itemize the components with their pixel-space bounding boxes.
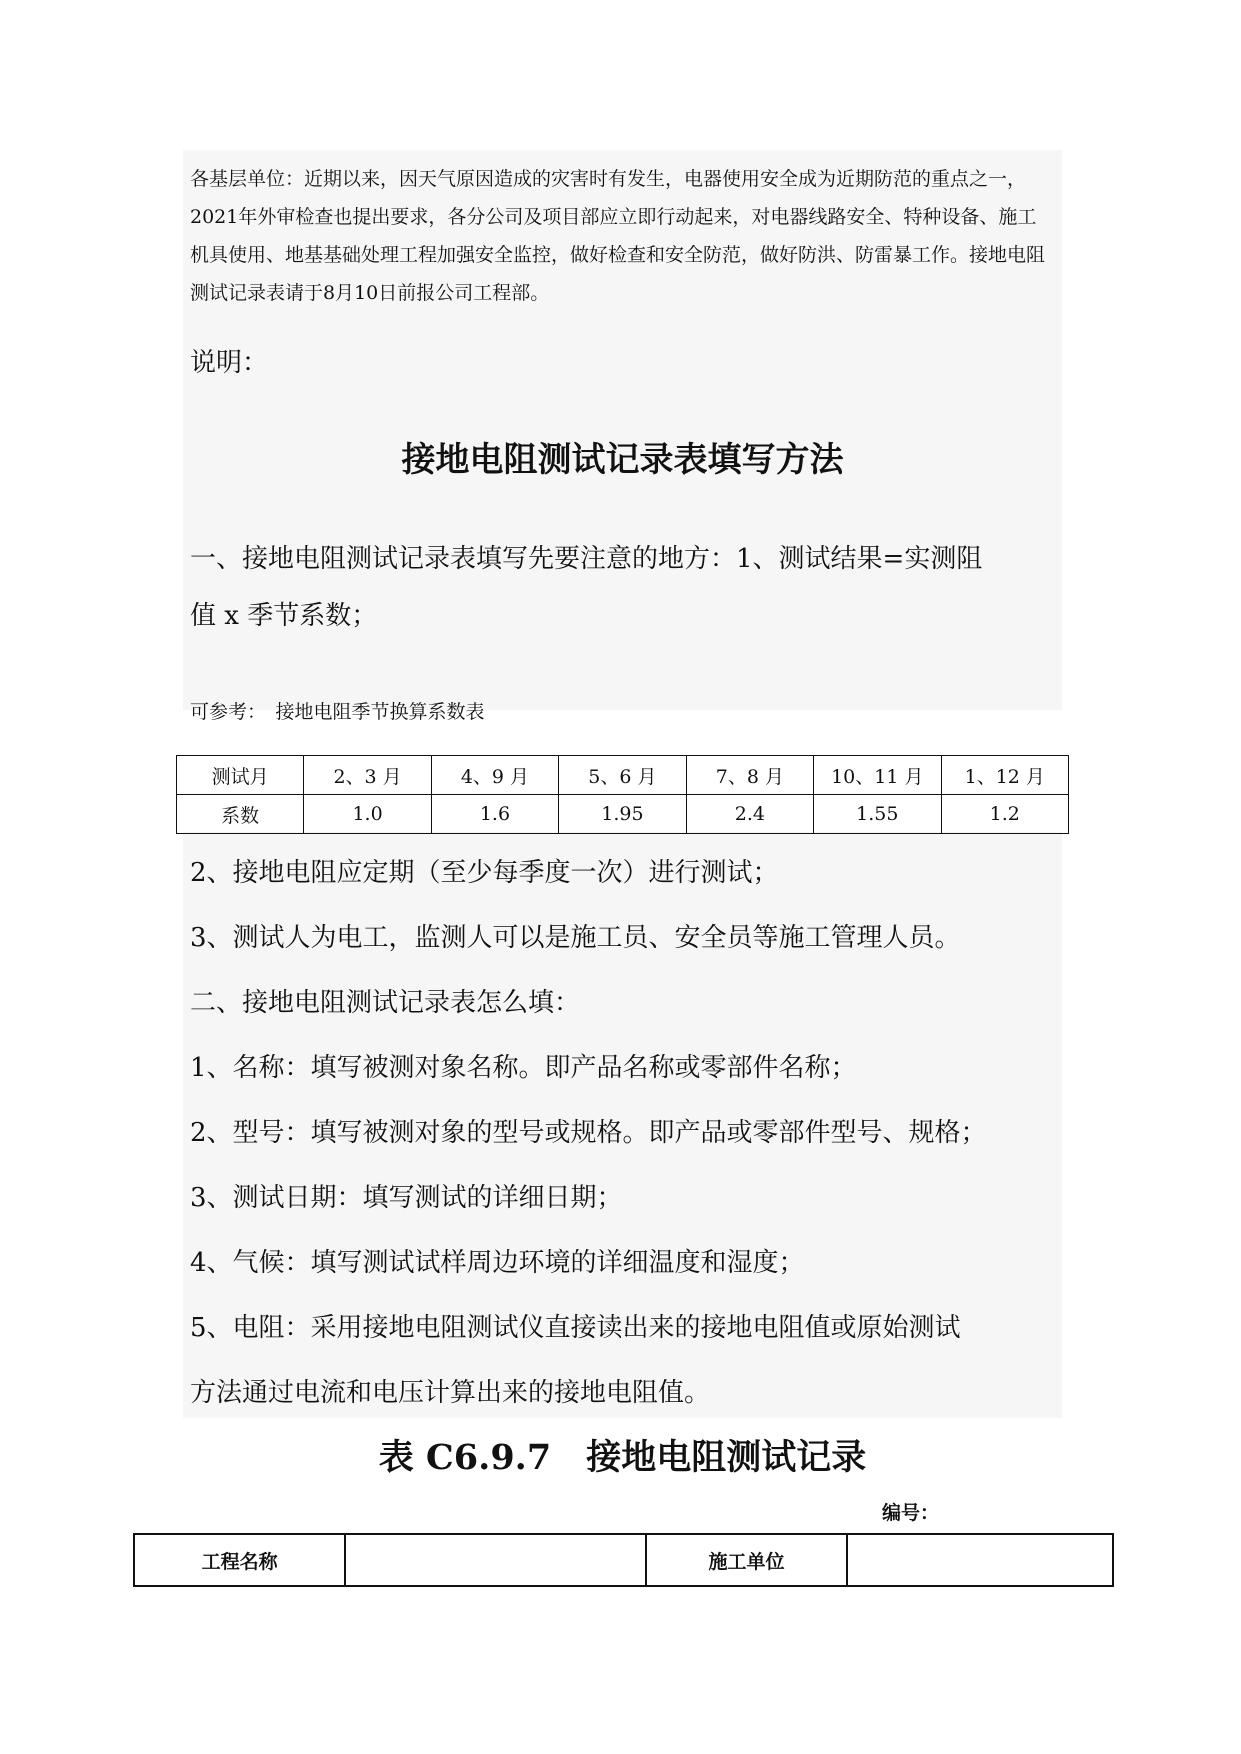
project-name-field[interactable] xyxy=(345,1534,646,1586)
code-label: 编号： xyxy=(882,1502,940,1524)
table-cell: 4、9 月 xyxy=(431,756,558,795)
list-item: 2、型号：填写被测对象的型号或规格。即产品或零部件型号、规格； xyxy=(190,1118,987,1148)
method-title: 接地电阻测试记录表填写方法 xyxy=(401,440,844,480)
table-cell: 1、12 月 xyxy=(941,756,1068,795)
reference-label: 可参考： 接地电阻季节换算系数表 xyxy=(190,701,485,723)
project-name-label: 工程名称 xyxy=(134,1534,345,1586)
list-item: 3、测试日期：填写测试的详细日期； xyxy=(190,1183,623,1213)
list-item: 4、气候：填写测试试样周边环境的详细温度和湿度； xyxy=(190,1248,805,1278)
list-item: 3、测试人为电工，监测人可以是施工员、安全员等施工管理人员。 xyxy=(190,923,961,953)
table-cell: 2、3 月 xyxy=(304,756,431,795)
table-cell: 1.2 xyxy=(941,795,1068,834)
table-row xyxy=(177,795,1069,834)
record-title: 表 C6.9.7 接地电阻测试记录 xyxy=(378,1437,867,1478)
section1-line1: 一、接地电阻测试记录表填写先要注意的地方：1、测试结果=实测阻 xyxy=(190,544,983,574)
table-cell: 7、8 月 xyxy=(686,756,813,795)
table-row xyxy=(134,1534,1113,1586)
season-coefficient-table xyxy=(176,755,1069,834)
table-cell: 10、11 月 xyxy=(814,756,941,795)
table-row xyxy=(177,756,1069,795)
table-cell: 系数 xyxy=(177,795,304,834)
table-cell: 5、6 月 xyxy=(559,756,686,795)
list-item: 方法通过电流和电压计算出来的接地电阻值。 xyxy=(190,1378,711,1408)
table-cell: 1.6 xyxy=(431,795,558,834)
list-item: 1、名称：填写被测对象名称。即产品名称或零部件名称； xyxy=(190,1053,857,1083)
list-item: 5、电阻：采用接地电阻测试仪直接读出来的接地电阻值或原始测试 xyxy=(190,1313,961,1343)
table-cell: 1.0 xyxy=(304,795,431,834)
section1-line2: 值 x 季节系数； xyxy=(190,601,378,631)
table-cell: 1.95 xyxy=(559,795,686,834)
table-cell: 1.55 xyxy=(814,795,941,834)
construction-unit-label: 施工单位 xyxy=(646,1534,847,1586)
table-cell: 2.4 xyxy=(686,795,813,834)
list-item: 2、接地电阻应定期（至少每季度一次）进行测试； xyxy=(190,858,779,888)
list-item: 二、接地电阻测试记录表怎么填： xyxy=(190,988,581,1018)
construction-unit-field[interactable] xyxy=(847,1534,1113,1586)
table-cell: 测试月 xyxy=(177,756,304,795)
intro-paragraph: 各基层单位：近期以来，因天气原因造成的灾害时有发生，电器使用安全成为近期防范的重点之一，2021年外审检查也提出要求，各分公司及项目部应立即行动起来，对电器线路安全、特种设备、施工机具使用、地基基础处理工程加强安全监控，做好检查和安全防范，做好防洪、防雷暴工作。接地电阻测试记录表请于8月10日前报公司工程部。 xyxy=(190,168,1046,304)
note-label: 说明： xyxy=(190,348,269,378)
record-table xyxy=(133,1533,1114,1587)
